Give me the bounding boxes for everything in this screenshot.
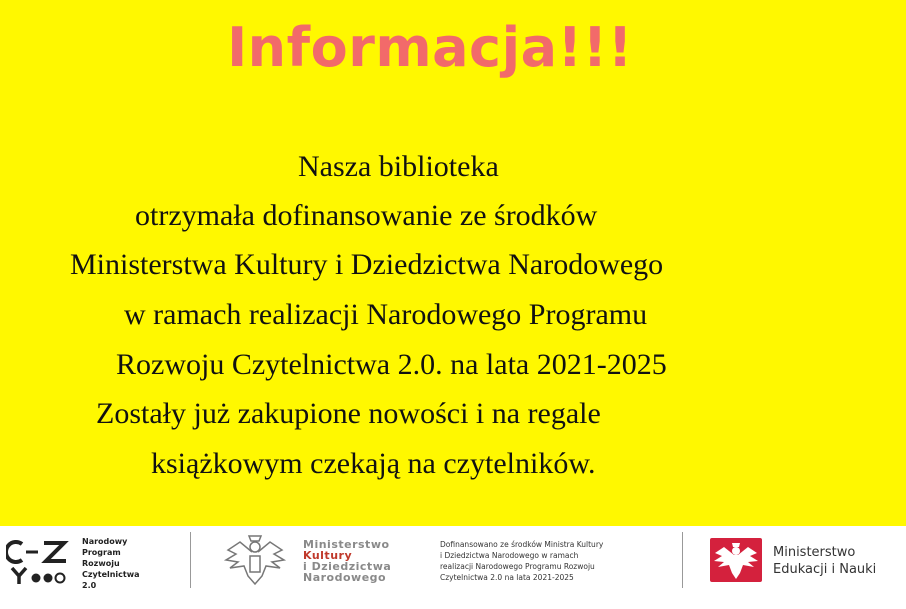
body-line-7: książkowym czekają na czytelników. bbox=[151, 447, 596, 480]
nprc-logo-icon bbox=[6, 538, 72, 590]
body-line-4: w ramach realizacji Narodowego Programu bbox=[124, 298, 648, 331]
body-line-3: Ministerstwa Kultury i Dziedzictwa Narodowego bbox=[70, 248, 664, 281]
mkidn-name: Ministerstwo Kultury i Dziedzictwa Narodowego bbox=[303, 538, 392, 584]
divider bbox=[190, 532, 191, 588]
body-line-6: Zostały już zakupione nowości i na regale bbox=[96, 397, 601, 430]
body-line-5: Rozwoju Czytelnictwa 2.0. na lata 2021-2025 bbox=[116, 348, 667, 381]
body-line-1: Nasza biblioteka bbox=[298, 150, 499, 183]
body-line-2: otrzymała dofinansowanie ze środków bbox=[135, 199, 598, 232]
funding-note: Dofinansowano ze środków Ministra Kultury i Dziedzictwa Narodowego w ramach realizacji Narodowego Programu Rozwoju Czytelnictwa 2.0 na lata 2021-2025 bbox=[440, 540, 604, 582]
mein-name: Ministerstwo Edukacji i Nauki bbox=[773, 545, 877, 577]
nprc-name: Narodowy Program Rozwoju Czytelnictwa 2.0 bbox=[82, 537, 140, 590]
page-title: Informacja!!! bbox=[227, 16, 633, 79]
footer-logos bbox=[0, 526, 906, 609]
mein-emblem-icon bbox=[710, 538, 762, 586]
eagle-emblem-icon bbox=[222, 532, 288, 592]
divider bbox=[682, 532, 683, 588]
